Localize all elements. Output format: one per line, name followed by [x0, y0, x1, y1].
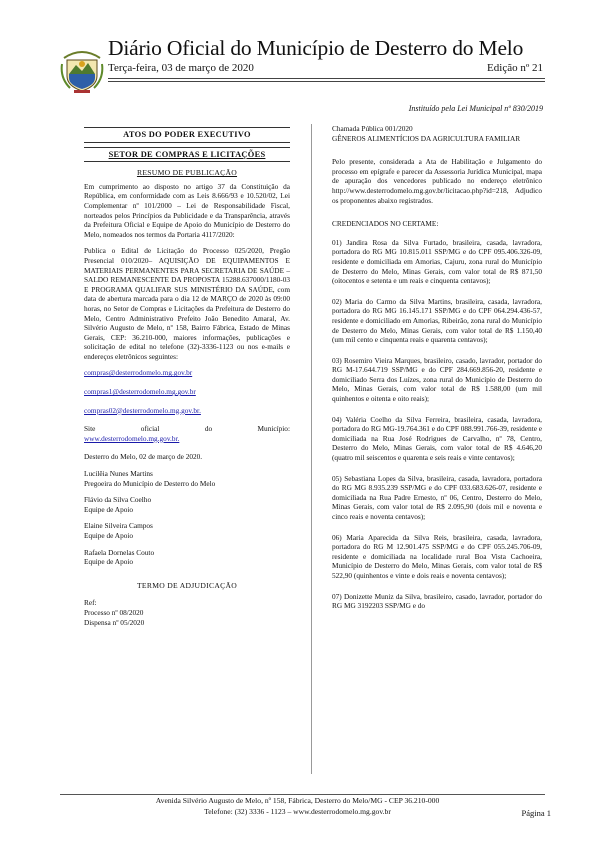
credenciado-item: 04) Valéria Coelho da Silva Ferreira, brasileira, casada, lavradora, portadora do RG MG-19.764.361 e do CPF 088.991.766-39, residente e domiciliada na Rua José Rodrigues de Carvalho, nº 78, Centro, Desterro do Melo, Minas Gerais, com valor total de R$ 4.646,20 (quatro mil seiscentos e quarenta e seis reais e vinte centavos);	[332, 414, 542, 463]
chamada-publica: Chamada Pública 001/2020	[332, 124, 413, 133]
credenciado-item: 07) Donizette Muniz da Silva, brasileiro, casado, lavrador, portador do RG MG 3192203 SSP/MG e do	[332, 591, 542, 611]
signature-name: Lucilêia Nunes Martins	[84, 469, 153, 479]
header-rule-top	[108, 78, 545, 79]
footer-phone: Telefone: (32) 3336 - 1123 – www.desterrodomelo.mg.gov.br	[204, 807, 391, 816]
credenciados-list	[332, 238, 542, 611]
signature-role: Equipe de Apoio	[84, 531, 134, 540]
header-rule-bottom	[108, 81, 545, 82]
signature-role: Equipe de Apoio	[84, 557, 134, 567]
signature-role: Equipe de Apoio	[84, 504, 134, 514]
resumo-paragraph-2: Publica o Edital de Licitação do Processo 025/2020, Pregão Presencial 010/2020– AQUISIÇÃO DE EQUIPAMENTOS E MATERIAIS PERMANENTES PARA SECRETARIA DE SAÚDE – SALDO REMANESCENTE DA PROPOSTA 15288.637000/1180-03 E PROGRAMA QUALIFAR SUS MINISTÉRIO DA SAÚDE, com data de abertura marcada para o dia 12 de MARÇO de 2020 às 09:00 horas, no Setor de Compras e Licitações da Prefeitura de Desterro do Melo, Centro Administrativo Prefeito João Benedito Amaral, Av. Silvério Augusto de Melo, nº 158, Bairro Fábrica, Estado de Minas Gerais, CEP: 36.210-000, maiores informações, publicações e solicitação de edital no telefone (32)-3336-1123 ou nos e-mails e endereços eletrônicos seguintes:	[84, 246, 290, 361]
column-divider	[311, 124, 312, 774]
edition-number: Edição nº 21	[487, 62, 543, 74]
credenciado-item: 05) Sebastiana Lopes da Silva, brasileira, casada, lavradora, portadora do RG MG 8.935.239 SSP/MG e do CPF 033.683.626-07, residente e domiciliada na Rua Padre Ernesto, nº 06, Centro, Desterro do Melo, Minas Gerais, com valor total de R$ 2.095,90 (dois mil e noventa e cinco reais e noventa centavos);	[332, 473, 542, 521]
municipal-crest-icon	[60, 44, 104, 94]
processo-number: Processo nº 08/2020	[84, 607, 144, 617]
signature-name: Elaine Silveira Campos	[84, 521, 153, 531]
credenciado-item: 06) Maria Aparecida da Silva Reis, brasileira, casada, lavradora, portadora do RG M 12.901.475 SSP/MG e do CPF 055.245.706-09, residente e domiciliada na localidade rural Boa Vista Cachoeira, Município de Desterro do Melo, Minas Gerais, com valor total de R$ 522,90 (quinhentos e vinte e dois reais e noventa centavos);	[332, 532, 542, 580]
email-link-compras1[interactable]: compras1@desterrodomelo.mg.gov.br	[84, 387, 196, 397]
generos-title: GÊNEROS ALIMENTÍCIOS DA AGRICULTURA FAMILIAR	[332, 133, 521, 143]
page-header	[0, 0, 595, 100]
site-label: Site oficial do Município:	[84, 424, 290, 434]
site-link[interactable]: www.desterrodomelo.mg.gov.br.	[84, 433, 180, 443]
termo-adjudicacao-title: TERMO DE ADJUDICAÇÃO	[136, 580, 238, 590]
signature-block	[84, 548, 290, 567]
section-heading-purchasing: SETOR DE COMPRAS E LICITAÇÕES	[84, 147, 290, 163]
credenciado-item: 03) Rosemiro Vieira Marques, brasileiro, casado, lavrador, portador do RG M-17.644.719 SSP/MG e do CPF 284.669.856-20, residente e domiciliado Serra dos Luízes, zona rural do Município de Desterro do Melo, Minas Gerais, com valor total de R$ 1.588,00 (um mil quinhentos e oitenta e oito reais);	[332, 355, 542, 404]
left-column	[84, 124, 290, 627]
signature-block	[84, 469, 290, 488]
credenciado-item: 02) Maria do Carmo da Silva Martins, brasileira, casada, lavradora, portadora do RG MG 16.145.171 SSP/MG e do CPF 064.294.436-57, residente e domiciliado em Amorias, Ribeirão, zona rural do Município de Desterro do Melo, Minas Gerais, com valor total de R$ 1.150,40 (um mil cento e cinquenta reais e quarenta centavos);	[332, 296, 542, 345]
place-date: Desterro do Melo, 02 de março de 2020.	[84, 452, 203, 462]
institution-note: Instituído pela Lei Municipal nº 830/2019	[408, 104, 543, 113]
signature-role: Pregoeira do Município de Desterro do Melo	[84, 478, 216, 488]
signature-name: Rafaela Dornelas Couto	[84, 547, 155, 557]
page-number: Página 1	[521, 808, 551, 818]
signature-block	[84, 521, 290, 540]
newspaper-title: Diário Oficial do Município de Desterro do Melo	[108, 36, 524, 60]
footer-rule	[60, 794, 545, 795]
right-column	[332, 124, 542, 622]
resumo-paragraph-1: Em cumprimento ao disposto no artigo 37 da Constituição da República, em conformidade com as Leis 8.666/93 e 10.520/02, Lei Complementar nº 101/2000 – Lei de Responsabilidade Fiscal, norteados pelos Princípios da Publicidade e da Transparência, através da Prefeitura Oficial e Equipe de Apoio do Município de Desterro do Melo, nomeados nos termos da Portaria 4117/2020:	[84, 181, 290, 239]
credenciados-heading: CREDENCIADOS NO CERTAME:	[332, 219, 439, 229]
credenciado-item: 01) Jandira Rosa da Silva Furtado, brasileira, casada, lavradora, portadora do RG MG 10.815.011 SSP/MG e do CPF 095.406.326-09, residente e domiciliada em Amorias, Cajuru, zona rural do Município de Desterro do Melo, Minas Gerais, com valor total de R$ 871,50 (oitocentos e setenta e um reais e cinquenta centavos);	[332, 237, 542, 286]
signature-name: Flávio da Silva Coelho	[84, 495, 152, 505]
email-link-compras02[interactable]: compras02@desterrodomelo.mg.gov.br.	[84, 405, 201, 415]
reference-label: Ref:	[84, 598, 97, 608]
adjudication-intro: Pelo presente, considerada a Ata de Habilitação e Julgamento do processo em epígrafe e parecer da Assessoria Jurídica Municipal, mapa de apuração dos vencedores publicado no endereço eletrônico http://www.desterrodomelo.mg.gov.br/licitacao.php?id=218, Adjudico os proponentes abaixo registrados.	[332, 157, 542, 205]
email-link-compras[interactable]: compras@desterrodomelo.mg.gov.br	[84, 368, 193, 378]
footer-address: Avenida Silvério Augusto de Melo, nº 158, Fábrica, Desterro do Melo/MG - CEP 36.210-000	[155, 796, 440, 805]
section-heading-executive: ATOS DO PODER EXECUTIVO	[84, 127, 290, 143]
resumo-title: RESUMO DE PUBLICAÇÃO	[136, 168, 238, 178]
signature-block	[84, 495, 290, 514]
edition-date: Terça-feira, 03 de março de 2020	[108, 62, 254, 74]
dispensa-number: Dispensa nº 05/2020	[84, 617, 145, 627]
